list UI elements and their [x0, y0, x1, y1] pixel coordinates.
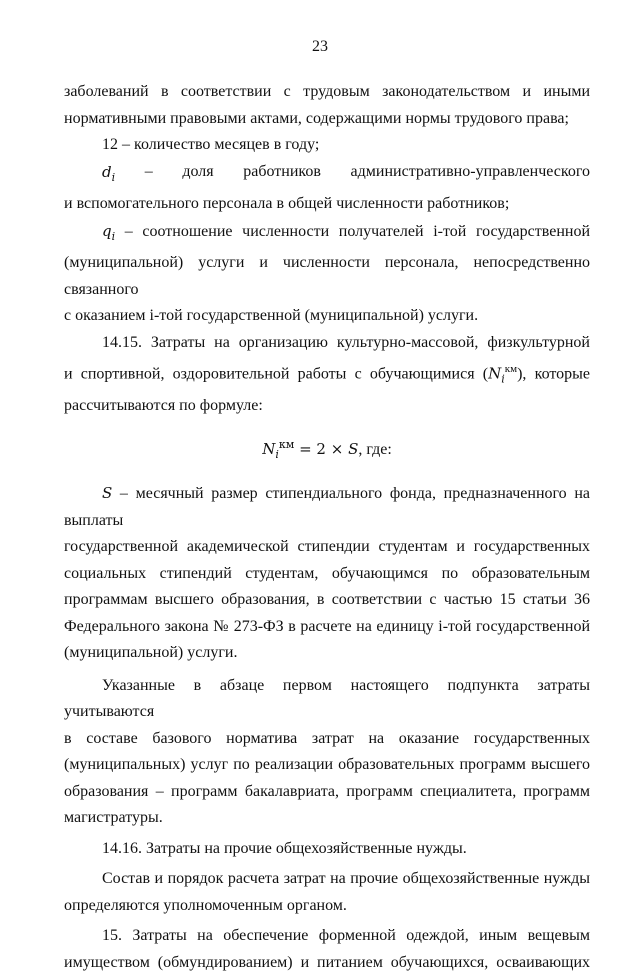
text-line: (муниципальных) услуг по реализации образовательных программ высшего	[64, 756, 590, 774]
text-line: образования – программ бакалавриата, программ специалитета, программ	[64, 782, 590, 800]
text-line: 14.15. Затраты на организацию культурно-массовой, физкультурной	[102, 333, 590, 351]
text-line: нормативными правовыми актами, содержащими нормы трудового права;	[64, 109, 569, 127]
document-body	[64, 79, 594, 976]
variable-n: N	[488, 364, 502, 383]
text-line: в составе базового норматива затрат на оказание государственных	[64, 729, 590, 747]
variable-subscript: i	[501, 372, 505, 386]
text-fragment: – соотношение численности получателей i-той государственной	[124, 222, 591, 240]
variable-subscript: i	[111, 229, 116, 243]
text-line: Федерального закона № 273-ФЗ в расчете на единицу i-той государственной	[64, 617, 590, 635]
text-line: 15. Затраты на обеспечение форменной одеждой, иным вещевым	[102, 927, 590, 945]
text-fragment: административно-управленческого	[350, 162, 590, 180]
text-fragment: доля	[182, 162, 214, 180]
text-line: рассчитываются по формуле:	[64, 397, 263, 415]
formula-operator: = 2 ×	[294, 439, 349, 458]
text-line: заболеваний в соответствии с трудовым законодательством и иными	[64, 83, 590, 100]
text-line: (муниципальной) услуги и численности персонала, непосредственно связанного	[64, 254, 590, 298]
variable-d: $d_i$	[102, 162, 116, 184]
text-line: 12 – количество месяцев в году;	[102, 136, 320, 153]
page-number: 23	[312, 38, 328, 55]
formula-variable-s: S	[348, 439, 359, 458]
formula-tail: , где:	[358, 440, 392, 458]
text-line: определяются уполномоченным органом.	[64, 896, 347, 914]
text-line: государственной академической стипендии студентам и государственных	[64, 538, 590, 556]
text-line: магистратуры.	[64, 809, 163, 827]
formula	[64, 432, 590, 469]
text-fragment: –	[144, 162, 153, 180]
text-line: программам высшего образования, в соответствии с частью 15 статьи 36	[64, 591, 590, 609]
text-line: Состав и порядок расчета затрат на прочие общехозяйственные нужды	[102, 870, 590, 888]
formula-superscript: км	[278, 437, 295, 451]
definition-line	[64, 218, 590, 251]
text-line: 14.16. Затраты на прочие общехозяйственные нужды.	[102, 839, 467, 857]
variable-s: S	[102, 484, 113, 503]
text-fragment: – месячный размер стипендиального фонда, предназначенного на выплаты	[64, 485, 594, 529]
text-line: Указанные в абзаце первом настоящего подпункта затраты учитываются	[64, 676, 590, 721]
text-line: (муниципальной) услуги.	[64, 644, 238, 662]
text-fragment: работников	[243, 162, 321, 180]
text-line: и вспомогательного персонала в общей численности работников;	[64, 195, 510, 213]
text-line: с оказанием i-той государственной (муниципальной) услуги.	[64, 307, 479, 325]
text-fragment: ), которые	[517, 365, 591, 383]
formula-subscript: i	[275, 447, 279, 461]
text-line: имуществом (обмундированием) и питанием обучающихся, осваивающих	[64, 953, 590, 971]
variable-superscript: км	[504, 363, 518, 376]
text-line: социальных стипендий студентам, обучающимся по образовательным	[64, 564, 590, 582]
definition-line	[64, 159, 590, 192]
formula-variable: N	[262, 439, 276, 458]
text-fragment: и спортивной, оздоровительной работы с обучающимися (	[64, 365, 489, 383]
definition-line	[64, 480, 594, 534]
variable-q: q	[102, 221, 112, 240]
text-line-with-formula	[64, 356, 590, 393]
